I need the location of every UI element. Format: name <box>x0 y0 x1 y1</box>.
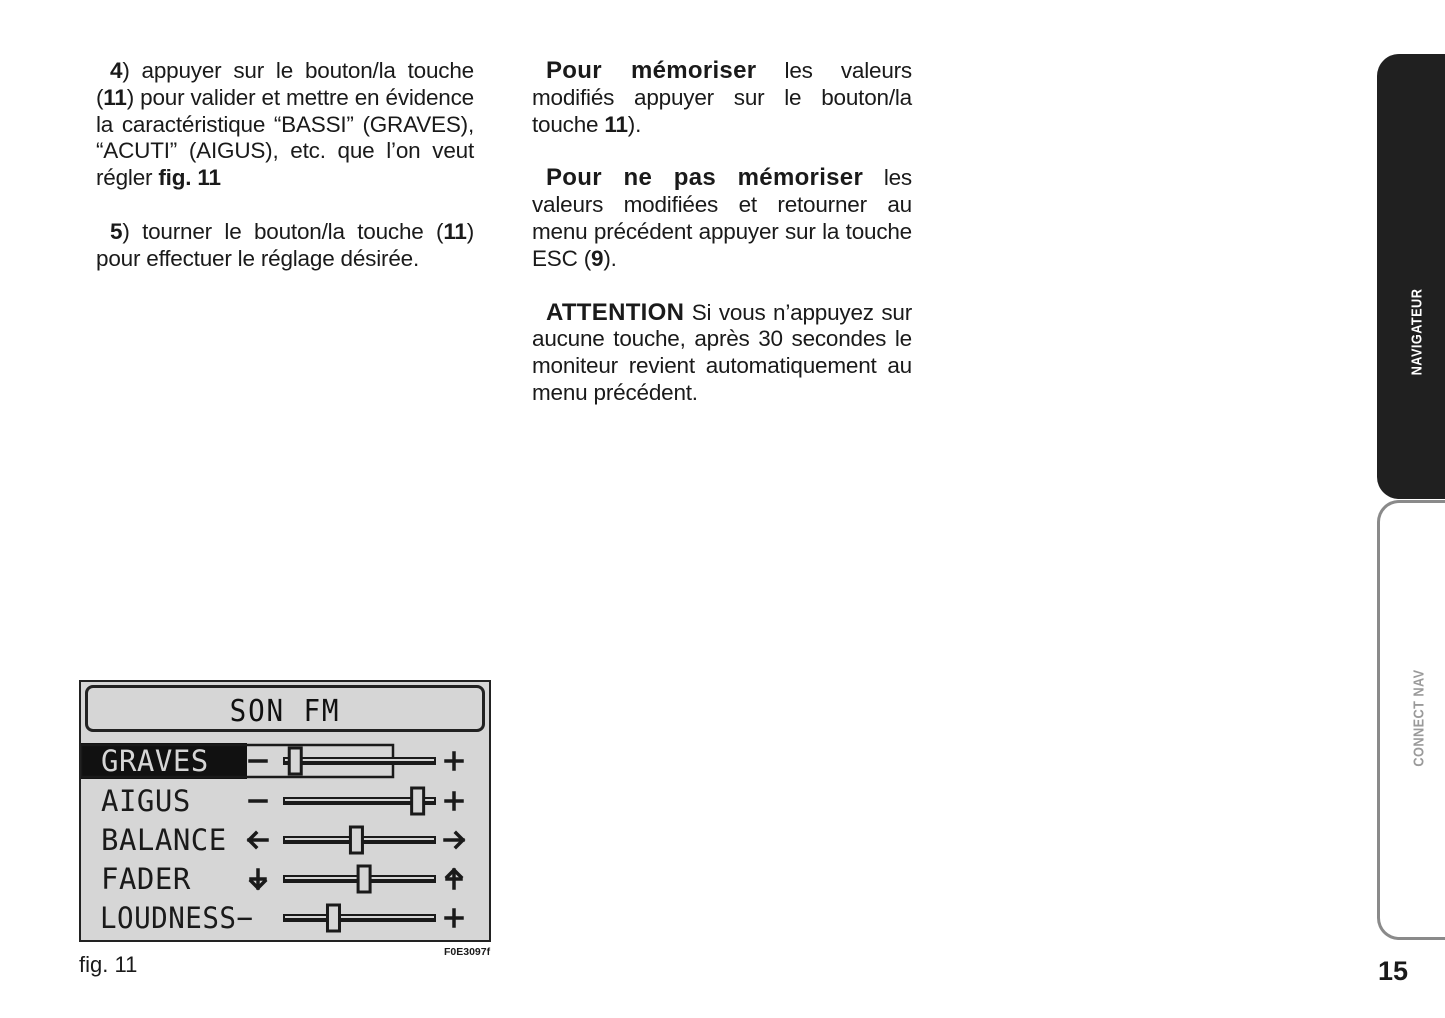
slider-knob <box>358 866 370 892</box>
figure-code: F0E3097f <box>444 946 491 958</box>
slider-minus-symbol <box>251 870 265 888</box>
lcd-slider <box>161 783 491 819</box>
lead-heading: Pour mémoriser <box>546 57 757 84</box>
page-number: 15 <box>1378 956 1409 986</box>
attention-heading: ATTENTION <box>546 298 685 326</box>
slider-knob <box>350 827 362 853</box>
key-ref: 11 <box>443 218 467 244</box>
lcd-row-label: FADER <box>101 862 191 896</box>
tab-connect-nav[interactable] <box>1377 500 1445 940</box>
lcd-row-aigus <box>81 783 489 819</box>
right-column <box>532 58 912 434</box>
lcd-slider <box>161 743 491 779</box>
para-text: les valeurs modifiées et retourner au menu précédent appuyer sur la touche ESC ( <box>532 165 912 271</box>
step-5-paragraph <box>96 219 474 273</box>
step-number: 4 <box>110 58 123 83</box>
figure-ref: fig. 11 <box>158 165 221 191</box>
lcd-slider <box>161 900 491 936</box>
key-ref: 11 <box>103 84 127 110</box>
lcd-row-balance <box>81 822 489 858</box>
step-text: ) appuyer sur le bouton/la touche ( <box>96 58 474 110</box>
lcd-row-graves <box>81 743 489 779</box>
tab-label: NAVIGATEUR <box>1408 288 1426 376</box>
step-4-paragraph <box>96 58 474 192</box>
step-text: ) pour effectuer le réglage désirée. <box>96 218 474 271</box>
lcd-slider <box>161 861 491 897</box>
attention-paragraph <box>532 300 912 407</box>
tab-label: CONNECT NAV <box>1410 669 1427 767</box>
slider-track-highlight <box>285 916 434 918</box>
left-column <box>96 58 474 300</box>
lcd-row-label: BALANCE <box>101 823 227 857</box>
slider-knob <box>327 905 339 931</box>
lcd-row-fader <box>81 861 489 897</box>
slider-knob <box>289 748 301 774</box>
slider-knob <box>412 788 424 814</box>
slider-plus-symbol <box>445 833 463 847</box>
lcd-title-box <box>85 685 485 732</box>
step-text: ) tourner le bouton/la touche ( <box>122 218 444 244</box>
slider-track-highlight <box>285 759 434 761</box>
para-text: Si vous n’appuyez sur aucune touche, après 30 secondes le moniteur revient automatiquement au menu précédent. <box>532 299 912 405</box>
para-text: les valeurs modifiés appuyer sur le bouton/la touche <box>532 58 912 137</box>
lcd-row-label: AIGUS <box>101 784 191 818</box>
lcd-row-label: LOUDNESS− <box>100 901 254 935</box>
slider-plus-symbol <box>447 870 461 888</box>
slider-plus-symbol <box>446 793 462 809</box>
slider-minus-symbol <box>249 833 267 847</box>
lcd-row-label: GRAVES <box>81 743 247 779</box>
memorize-paragraph <box>532 58 912 138</box>
lcd-title: SON FM <box>229 694 341 729</box>
lcd-display <box>79 680 491 942</box>
lcd-row-loudness <box>81 900 489 936</box>
para-text: ). <box>627 111 642 137</box>
para-text: ). <box>603 245 617 271</box>
lcd-slider <box>161 822 491 858</box>
slider-plus-symbol <box>446 753 462 769</box>
key-ref: 11 <box>604 111 628 137</box>
step-text: ) pour valider et mettre en évidence la caractéristique “BASSI” (GRAVES), “ACUTI” (AIGUS), etc. que l’on veut régler <box>96 84 474 191</box>
step-number: 5 <box>110 218 123 244</box>
lead-heading: Pour ne pas mémoriser <box>546 164 864 192</box>
tab-navigateur[interactable] <box>1377 54 1445 499</box>
key-ref: 9 <box>591 245 604 271</box>
figure-caption: fig. 11 <box>79 952 138 977</box>
no-memorize-paragraph <box>532 165 912 272</box>
slider-plus-symbol <box>446 910 462 926</box>
